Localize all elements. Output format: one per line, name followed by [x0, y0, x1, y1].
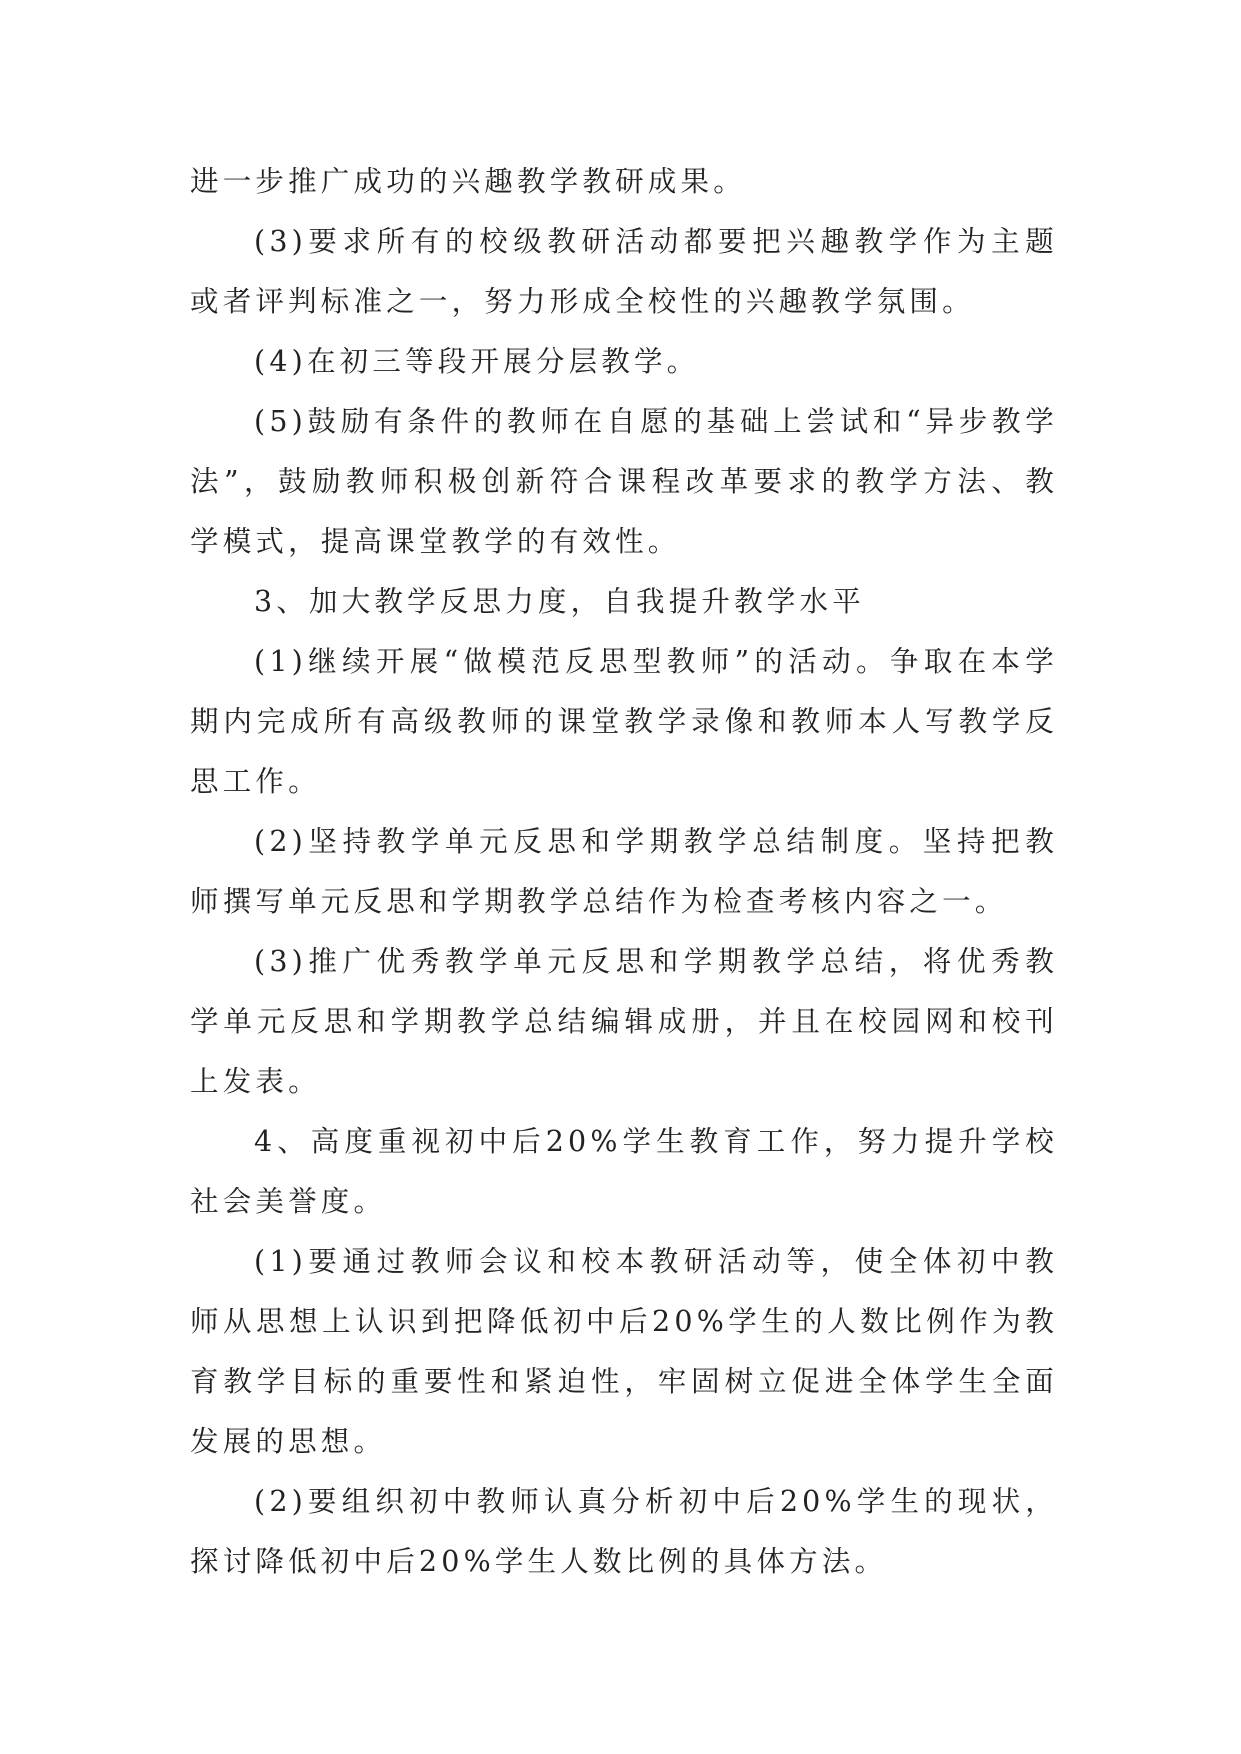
paragraph-item-3: (3)要求所有的校级教研活动都要把兴趣教学作为主题或者评判标准之一，努力形成全校性的兴趣教学氛围。 [190, 225, 1058, 318]
paragraph-item-4: (4)在初三等段开展分层教学。 [254, 345, 700, 378]
paragraph-item-1b: (1)要通过教师会议和校本教研活动等，使全体初中教师从思想上认识到把降低初中后20%学生的人数比例作为教育教学目标的重要性和紧迫性，牢固树立促进全体学生全面发展的思想。 [190, 1245, 1058, 1458]
paragraph-item-5: (5)鼓励有条件的教师在自愿的基础上尝试和“异步教学法”，鼓励教师积极创新符合课程改革要求的教学方法、教学模式，提高课堂教学的有效性。 [190, 405, 1058, 558]
paragraph-item-2: (2)坚持教学单元反思和学期教学总结制度。坚持把教师撰写单元反思和学期教学总结作为检查考核内容之一。 [190, 825, 1058, 918]
paragraph-item-1: (1)继续开展“做模范反思型教师”的活动。争取在本学期内完成所有高级教师的课堂教学录像和教师本人写教学反思工作。 [190, 645, 1058, 798]
paragraph-item-3b: (3)推广优秀教学单元反思和学期教学总结，将优秀教学单元反思和学期教学总结编辑成册，并且在校园网和校刊上发表。 [190, 945, 1058, 1098]
paragraph-item-2b: (2)要组织初中教师认真分析初中后20%学生的现状，探讨降低初中后20%学生人数比例的具体方法。 [190, 1485, 1058, 1578]
section-heading-4: 4、高度重视初中后20%学生教育工作，努力提升学校社会美誉度。 [190, 1125, 1058, 1218]
document-body [190, 152, 1058, 1592]
section-heading-3: 3、加大教学反思力度，自我提升教学水平 [254, 585, 865, 618]
paragraph-continuation: 进一步推广成功的兴趣教学教研成果。 [190, 165, 746, 198]
